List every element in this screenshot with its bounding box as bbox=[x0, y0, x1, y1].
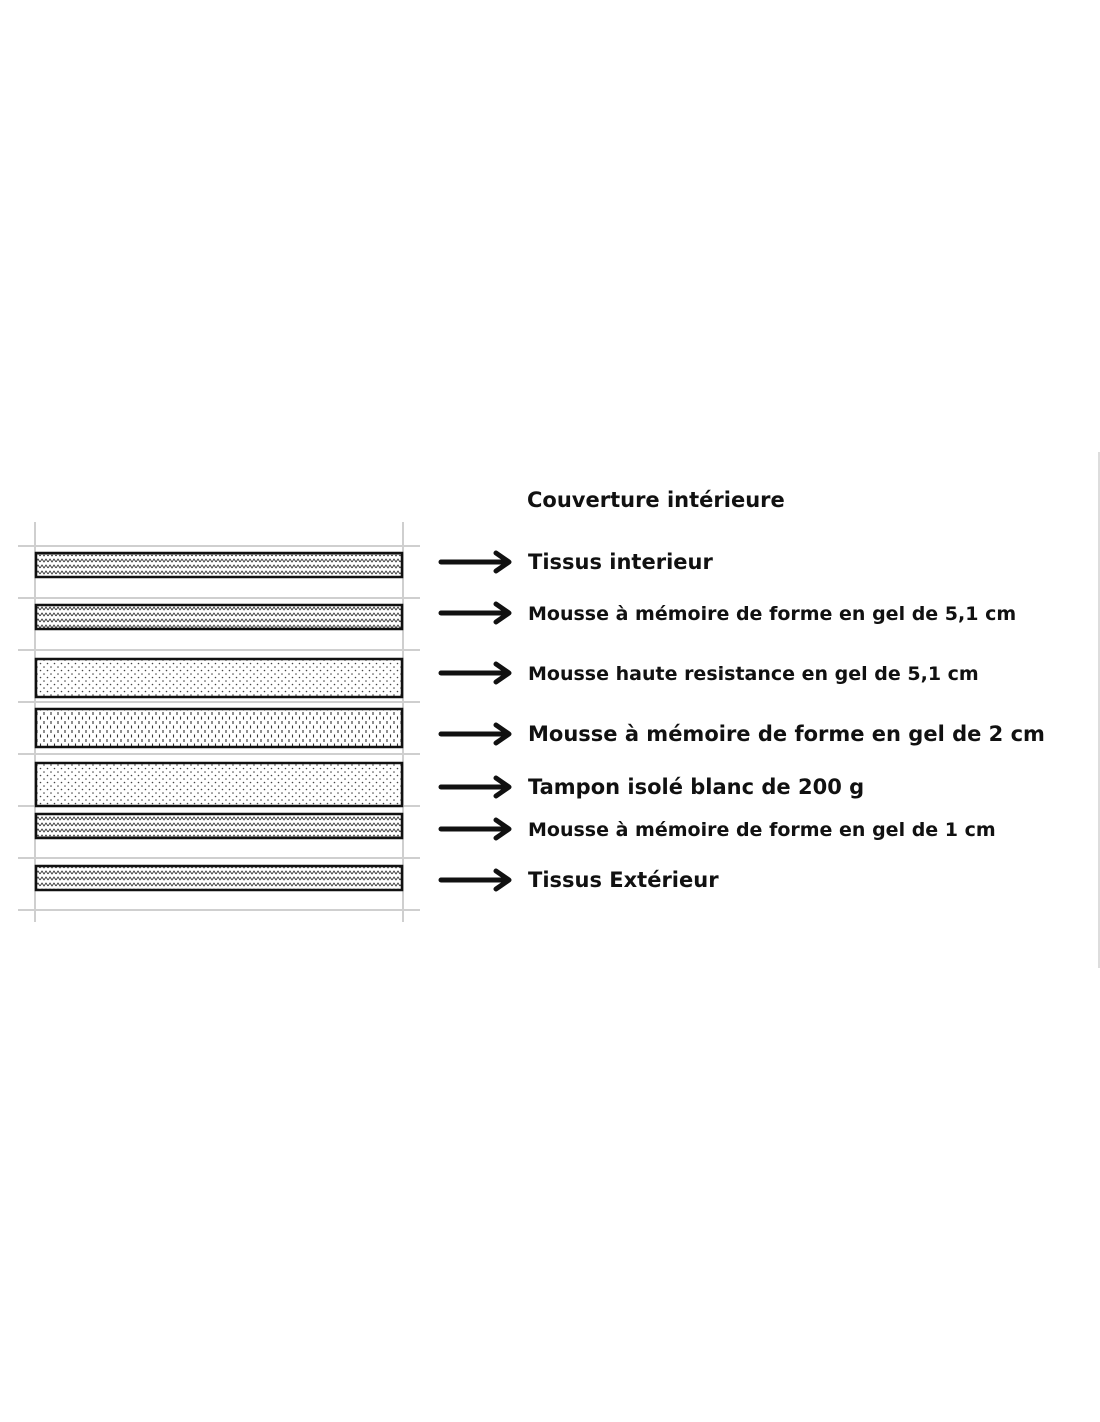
layer-block-dots bbox=[36, 659, 402, 697]
layer-row bbox=[36, 709, 1045, 747]
layer-stack bbox=[36, 550, 1045, 892]
layer-label: Mousse à mémoire de forme en gel de 5,1 cm bbox=[528, 603, 1017, 625]
layer-block-zigzag bbox=[36, 814, 402, 838]
layer-block-dashes bbox=[36, 709, 402, 747]
layer-label: Tissus interieur bbox=[528, 550, 713, 574]
layer-label: Tampon isolé blanc de 200 g bbox=[528, 775, 865, 799]
layer-row bbox=[36, 814, 996, 841]
layer-row bbox=[36, 603, 1016, 629]
layer-row bbox=[36, 866, 719, 892]
layer-label: Mousse à mémoire de forme en gel de 2 cm bbox=[528, 722, 1045, 746]
layer-row bbox=[36, 763, 864, 806]
layer-label: Tissus Extérieur bbox=[528, 868, 719, 892]
layer-label: Mousse à mémoire de forme en gel de 1 cm bbox=[528, 819, 996, 841]
layer-block-zigzag bbox=[36, 605, 402, 629]
layer-block-dots bbox=[36, 763, 402, 806]
layer-row bbox=[36, 659, 979, 697]
layer-label: Mousse haute resistance en gel de 5,1 cm bbox=[528, 663, 979, 685]
layer-block-zigzag bbox=[36, 553, 402, 577]
layer-block-zigzag bbox=[36, 866, 402, 890]
diagram-header: Couverture intérieure bbox=[527, 488, 785, 512]
layer-row bbox=[36, 550, 713, 577]
